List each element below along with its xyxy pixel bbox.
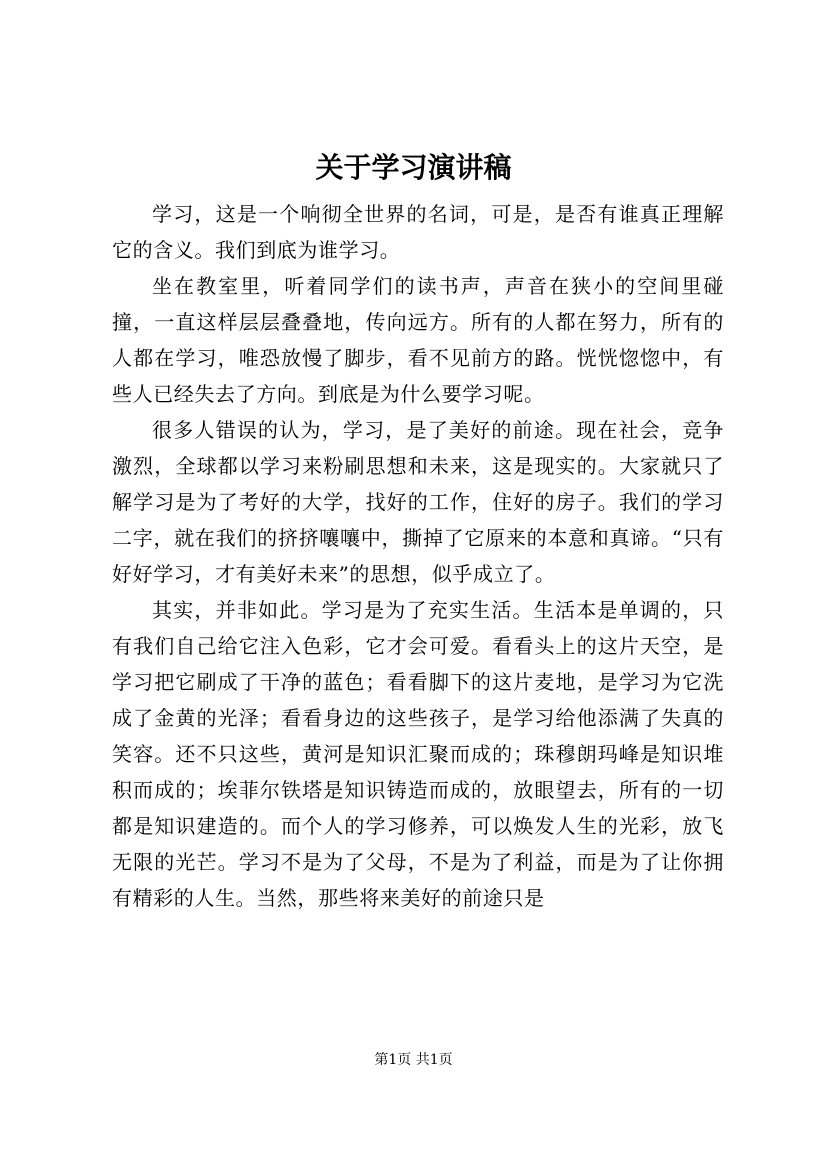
- paragraph-2: 坐在教室里，听着同学们的读书声，声音在狭小的空间里碰撞，一直这样层层叠叠地，传向远方。所有的人都在努力，所有的人都在学习，唯恐放慢了脚步，看不见前方的路。恍恍惚惚中，有些人已经失去了方向。到底是为什么要学习呢。: [112, 274, 724, 406]
- paragraph-1: 学习，这是一个响彻全世界的名词，可是，是否有谁真正理解它的含义。我们到底为谁学习。: [112, 202, 724, 262]
- document-body: [112, 196, 724, 916]
- paragraph-3: 很多人错误的认为，学习，是了美好的前途。现在社会，竞争激烈，全球都以学习来粉刷思想和未来，这是现实的。大家就只了解学习是为了考好的大学，找好的工作，住好的房子。我们的学习二字，就在我们的挤挤嚷嚷中，撕掉了它原来的本意和真谛。“只有好好学习，才有美好未来”的思想，似乎成立了。: [112, 418, 724, 586]
- document-title: 关于学习演讲稿: [315, 151, 512, 184]
- page-number-footer: 第1页 共1页: [374, 1052, 453, 1068]
- paragraph-4: 其实，并非如此。学习是为了充实生活。生活本是单调的，只有我们自己给它注入色彩，它才会可爱。看看头上的这片天空，是学习把它刷成了干净的蓝色；看看脚下的这片麦地，是学习为它洗成了金黄的光泽；看看身边的这些孩子，是学习给他添满了失真的笑容。还不只这些，黄河是知识汇聚而成的；珠穆朗玛峰是知识堆积而成的；埃菲尔铁塔是知识铸造而成的，放眼望去，所有的一切都是知识建造的。而个人的学习修养，可以焕发人生的光彩，放飞无限的光芒。学习不是为了父母，不是为了利益，而是为了让你拥有精彩的人生。当然，那些将来美好的前途只是: [112, 598, 724, 910]
